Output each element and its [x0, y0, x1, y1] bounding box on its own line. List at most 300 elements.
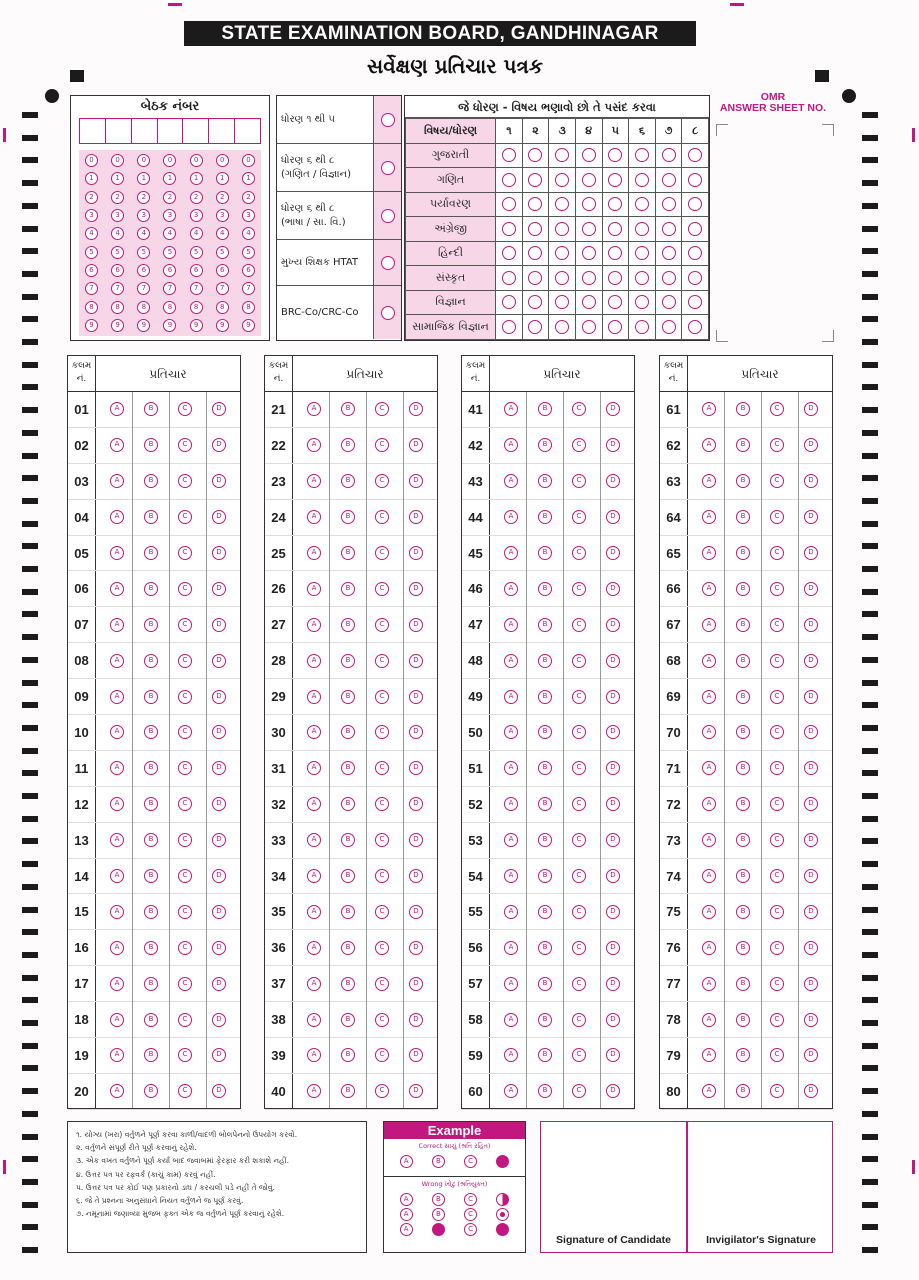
subject-standard-bubble[interactable] — [555, 148, 569, 162]
seat-digit-bubble[interactable]: 4 — [216, 227, 229, 240]
answer-bubble-b[interactable]: B — [736, 905, 750, 919]
answer-bubble-b[interactable]: B — [341, 725, 355, 739]
answer-bubble-d[interactable]: D — [606, 438, 620, 452]
answer-bubble-a[interactable]: A — [307, 510, 321, 524]
answer-bubble-d[interactable]: D — [409, 546, 423, 560]
answer-bubble-b[interactable]: B — [341, 761, 355, 775]
answer-bubble-a[interactable]: A — [110, 1013, 124, 1027]
answer-bubble-c[interactable]: C — [375, 438, 389, 452]
answer-bubble-d[interactable]: D — [804, 510, 818, 524]
answer-bubble-b[interactable]: B — [144, 833, 158, 847]
seat-digit-bubble[interactable]: 8 — [242, 301, 255, 314]
subject-standard-bubble[interactable] — [608, 173, 622, 187]
answer-bubble-b[interactable]: B — [341, 833, 355, 847]
answer-bubble-a[interactable]: A — [110, 1084, 124, 1098]
seat-digit-bubble[interactable]: 6 — [111, 264, 124, 277]
answer-bubble-a[interactable]: A — [504, 833, 518, 847]
answer-bubble-c[interactable]: C — [375, 761, 389, 775]
answer-bubble-b[interactable]: B — [538, 582, 552, 596]
answer-bubble-b[interactable]: B — [144, 977, 158, 991]
answer-bubble-a[interactable]: A — [702, 582, 716, 596]
seat-digit-bubble[interactable]: 3 — [85, 209, 98, 222]
answer-bubble-a[interactable]: A — [504, 725, 518, 739]
answer-bubble-c[interactable]: C — [178, 1048, 192, 1062]
answer-bubble-c[interactable]: C — [178, 1084, 192, 1098]
answer-bubble-a[interactable]: A — [702, 761, 716, 775]
answer-bubble-a[interactable]: A — [307, 654, 321, 668]
seat-digit-bubble[interactable]: 7 — [85, 282, 98, 295]
answer-bubble-a[interactable]: A — [110, 402, 124, 416]
answer-bubble-c[interactable]: C — [770, 510, 784, 524]
answer-bubble-c[interactable]: C — [770, 618, 784, 632]
seat-digit-bubble[interactable]: 5 — [137, 246, 150, 259]
answer-bubble-b[interactable]: B — [538, 618, 552, 632]
answer-bubble-b[interactable]: B — [341, 1048, 355, 1062]
answer-bubble-b[interactable]: B — [341, 941, 355, 955]
answer-bubble-c[interactable]: C — [572, 905, 586, 919]
answer-bubble-c[interactable]: C — [572, 977, 586, 991]
answer-bubble-a[interactable]: A — [702, 546, 716, 560]
answer-bubble-d[interactable]: D — [804, 474, 818, 488]
answer-bubble-b[interactable]: B — [538, 797, 552, 811]
answer-bubble-b[interactable]: B — [144, 761, 158, 775]
answer-bubble-c[interactable]: C — [375, 869, 389, 883]
answer-bubble-c[interactable]: C — [770, 1084, 784, 1098]
seat-digit-box[interactable] — [132, 119, 158, 143]
subject-standard-bubble[interactable] — [662, 320, 676, 334]
subject-standard-bubble[interactable] — [608, 246, 622, 260]
answer-bubble-d[interactable]: D — [409, 438, 423, 452]
answer-bubble-a[interactable]: A — [110, 438, 124, 452]
seat-digit-bubble[interactable]: 4 — [85, 227, 98, 240]
grade-option-bubble[interactable] — [381, 209, 395, 223]
answer-bubble-c[interactable]: C — [770, 869, 784, 883]
subject-standard-bubble[interactable] — [502, 173, 516, 187]
answer-bubble-b[interactable]: B — [736, 690, 750, 704]
answer-bubble-a[interactable]: A — [702, 1084, 716, 1098]
subject-standard-bubble[interactable] — [528, 271, 542, 285]
subject-standard-bubble[interactable] — [662, 197, 676, 211]
answer-bubble-b[interactable]: B — [538, 510, 552, 524]
subject-standard-bubble[interactable] — [555, 173, 569, 187]
seat-digit-bubble[interactable]: 9 — [242, 319, 255, 332]
grade-option-bubble[interactable] — [381, 256, 395, 270]
answer-bubble-c[interactable]: C — [178, 1013, 192, 1027]
answer-bubble-d[interactable]: D — [212, 474, 226, 488]
answer-bubble-a[interactable]: A — [307, 690, 321, 704]
answer-bubble-b[interactable]: B — [341, 797, 355, 811]
answer-bubble-a[interactable]: A — [504, 438, 518, 452]
answer-bubble-a[interactable]: A — [110, 654, 124, 668]
answer-bubble-d[interactable]: D — [212, 690, 226, 704]
answer-bubble-b[interactable]: B — [144, 1013, 158, 1027]
answer-bubble-d[interactable]: D — [606, 1048, 620, 1062]
answer-bubble-a[interactable]: A — [702, 654, 716, 668]
answer-bubble-a[interactable]: A — [504, 402, 518, 416]
answer-bubble-c[interactable]: C — [770, 905, 784, 919]
answer-bubble-b[interactable]: B — [144, 402, 158, 416]
answer-bubble-b[interactable]: B — [144, 582, 158, 596]
seat-digit-bubble[interactable]: 3 — [111, 209, 124, 222]
grade-option-bubble[interactable] — [381, 306, 395, 320]
answer-bubble-d[interactable]: D — [212, 941, 226, 955]
answer-bubble-c[interactable]: C — [375, 618, 389, 632]
answer-bubble-c[interactable]: C — [178, 761, 192, 775]
answer-bubble-a[interactable]: A — [110, 1048, 124, 1062]
answer-bubble-b[interactable]: B — [144, 725, 158, 739]
answer-bubble-d[interactable]: D — [606, 869, 620, 883]
answer-bubble-c[interactable]: C — [770, 977, 784, 991]
subject-standard-bubble[interactable] — [502, 246, 516, 260]
answer-bubble-b[interactable]: B — [144, 510, 158, 524]
seat-digit-bubble[interactable]: 9 — [85, 319, 98, 332]
seat-digit-bubble[interactable]: 6 — [85, 264, 98, 277]
answer-bubble-c[interactable]: C — [375, 941, 389, 955]
answer-bubble-c[interactable]: C — [770, 725, 784, 739]
answer-bubble-c[interactable]: C — [770, 582, 784, 596]
answer-bubble-a[interactable]: A — [307, 941, 321, 955]
subject-standard-bubble[interactable] — [635, 246, 649, 260]
seat-digit-bubble[interactable]: 5 — [85, 246, 98, 259]
seat-digit-bubble[interactable]: 1 — [190, 172, 203, 185]
answer-bubble-c[interactable]: C — [770, 1013, 784, 1027]
subject-standard-bubble[interactable] — [582, 197, 596, 211]
answer-bubble-c[interactable]: C — [375, 1013, 389, 1027]
answer-bubble-b[interactable]: B — [736, 654, 750, 668]
seat-digit-bubble[interactable]: 7 — [190, 282, 203, 295]
answer-bubble-d[interactable]: D — [606, 761, 620, 775]
answer-bubble-c[interactable]: C — [572, 618, 586, 632]
answer-bubble-d[interactable]: D — [804, 582, 818, 596]
answer-bubble-a[interactable]: A — [307, 618, 321, 632]
subject-standard-bubble[interactable] — [608, 222, 622, 236]
answer-bubble-b[interactable]: B — [538, 438, 552, 452]
answer-bubble-c[interactable]: C — [572, 941, 586, 955]
grade-option-row[interactable] — [277, 192, 401, 240]
answer-bubble-a[interactable]: A — [504, 797, 518, 811]
answer-bubble-d[interactable]: D — [409, 725, 423, 739]
seat-digit-bubble[interactable]: 4 — [137, 227, 150, 240]
seat-digit-bubble[interactable]: 2 — [163, 191, 176, 204]
answer-bubble-d[interactable]: D — [606, 941, 620, 955]
answer-bubble-c[interactable]: C — [572, 833, 586, 847]
answer-bubble-c[interactable]: C — [572, 510, 586, 524]
seat-digit-bubble[interactable]: 5 — [111, 246, 124, 259]
seat-digit-bubble[interactable]: 5 — [163, 246, 176, 259]
subject-standard-bubble[interactable] — [555, 246, 569, 260]
answer-bubble-b[interactable]: B — [341, 582, 355, 596]
answer-bubble-a[interactable]: A — [702, 905, 716, 919]
answer-bubble-a[interactable]: A — [110, 546, 124, 560]
subject-standard-bubble[interactable] — [502, 148, 516, 162]
answer-bubble-a[interactable]: A — [504, 582, 518, 596]
answer-bubble-b[interactable]: B — [144, 941, 158, 955]
answer-bubble-a[interactable]: A — [307, 797, 321, 811]
subject-standard-bubble[interactable] — [528, 197, 542, 211]
answer-bubble-c[interactable]: C — [178, 402, 192, 416]
answer-bubble-d[interactable]: D — [409, 941, 423, 955]
answer-bubble-d[interactable]: D — [212, 761, 226, 775]
answer-bubble-a[interactable]: A — [702, 618, 716, 632]
subject-standard-bubble[interactable] — [688, 246, 702, 260]
seat-digit-bubble[interactable]: 3 — [216, 209, 229, 222]
answer-bubble-b[interactable]: B — [538, 977, 552, 991]
answer-bubble-a[interactable]: A — [110, 833, 124, 847]
answer-bubble-a[interactable]: A — [110, 761, 124, 775]
answer-bubble-b[interactable]: B — [144, 690, 158, 704]
subject-standard-bubble[interactable] — [635, 295, 649, 309]
seat-digit-bubble[interactable]: 0 — [163, 154, 176, 167]
answer-bubble-b[interactable]: B — [538, 546, 552, 560]
answer-bubble-b[interactable]: B — [144, 546, 158, 560]
subject-standard-bubble[interactable] — [528, 320, 542, 334]
subject-standard-bubble[interactable] — [688, 295, 702, 309]
answer-bubble-d[interactable]: D — [606, 833, 620, 847]
answer-bubble-c[interactable]: C — [178, 510, 192, 524]
answer-bubble-c[interactable]: C — [375, 725, 389, 739]
answer-bubble-a[interactable]: A — [307, 546, 321, 560]
answer-bubble-b[interactable]: B — [144, 1048, 158, 1062]
answer-bubble-c[interactable]: C — [770, 833, 784, 847]
subject-standard-bubble[interactable] — [608, 271, 622, 285]
subject-standard-bubble[interactable] — [688, 197, 702, 211]
answer-bubble-c[interactable]: C — [572, 869, 586, 883]
answer-bubble-b[interactable]: B — [538, 941, 552, 955]
answer-bubble-b[interactable]: B — [736, 582, 750, 596]
answer-bubble-d[interactable]: D — [212, 618, 226, 632]
answer-bubble-c[interactable]: C — [178, 977, 192, 991]
seat-digit-bubble[interactable]: 2 — [242, 191, 255, 204]
answer-bubble-b[interactable]: B — [538, 1013, 552, 1027]
answer-bubble-c[interactable]: C — [178, 654, 192, 668]
candidate-signature-field[interactable] — [545, 1128, 682, 1230]
answer-bubble-d[interactable]: D — [804, 618, 818, 632]
subject-standard-bubble[interactable] — [555, 222, 569, 236]
subject-standard-bubble[interactable] — [555, 197, 569, 211]
answer-bubble-a[interactable]: A — [702, 869, 716, 883]
answer-bubble-d[interactable]: D — [409, 1013, 423, 1027]
answer-bubble-a[interactable]: A — [110, 797, 124, 811]
seat-digit-bubble[interactable]: 2 — [111, 191, 124, 204]
answer-bubble-d[interactable]: D — [606, 1084, 620, 1098]
answer-bubble-b[interactable]: B — [736, 977, 750, 991]
subject-standard-bubble[interactable] — [662, 295, 676, 309]
answer-bubble-c[interactable]: C — [375, 905, 389, 919]
answer-bubble-b[interactable]: B — [144, 474, 158, 488]
answer-bubble-a[interactable]: A — [702, 438, 716, 452]
answer-bubble-c[interactable]: C — [375, 582, 389, 596]
seat-digit-box[interactable] — [158, 119, 184, 143]
answer-bubble-d[interactable]: D — [212, 869, 226, 883]
answer-bubble-b[interactable]: B — [736, 546, 750, 560]
answer-bubble-d[interactable]: D — [804, 761, 818, 775]
answer-bubble-d[interactable]: D — [804, 438, 818, 452]
answer-bubble-c[interactable]: C — [178, 941, 192, 955]
answer-bubble-a[interactable]: A — [110, 941, 124, 955]
answer-bubble-b[interactable]: B — [341, 402, 355, 416]
seat-digit-bubble[interactable]: 0 — [85, 154, 98, 167]
subject-standard-bubble[interactable] — [688, 271, 702, 285]
answer-bubble-c[interactable]: C — [572, 1048, 586, 1062]
answer-bubble-b[interactable]: B — [144, 654, 158, 668]
answer-bubble-c[interactable]: C — [178, 869, 192, 883]
answer-bubble-c[interactable]: C — [770, 941, 784, 955]
answer-bubble-c[interactable]: C — [178, 582, 192, 596]
answer-bubble-a[interactable]: A — [504, 546, 518, 560]
subject-standard-bubble[interactable] — [582, 320, 596, 334]
answer-bubble-d[interactable]: D — [212, 833, 226, 847]
subject-standard-bubble[interactable] — [662, 222, 676, 236]
answer-bubble-d[interactable]: D — [804, 941, 818, 955]
seat-digit-bubble[interactable]: 0 — [137, 154, 150, 167]
answer-bubble-c[interactable]: C — [375, 1048, 389, 1062]
subject-standard-bubble[interactable] — [528, 246, 542, 260]
answer-bubble-d[interactable]: D — [804, 690, 818, 704]
subject-standard-bubble[interactable] — [528, 173, 542, 187]
answer-bubble-c[interactable]: C — [572, 474, 586, 488]
answer-bubble-d[interactable]: D — [606, 474, 620, 488]
answer-bubble-d[interactable]: D — [212, 438, 226, 452]
answer-bubble-b[interactable]: B — [341, 1084, 355, 1098]
subject-standard-bubble[interactable] — [582, 271, 596, 285]
answer-bubble-a[interactable]: A — [702, 977, 716, 991]
answer-bubble-d[interactable]: D — [212, 797, 226, 811]
answer-bubble-a[interactable]: A — [307, 1084, 321, 1098]
subject-standard-bubble[interactable] — [608, 197, 622, 211]
answer-bubble-d[interactable]: D — [409, 1084, 423, 1098]
seat-digit-box[interactable] — [209, 119, 235, 143]
seat-digit-bubble[interactable]: 5 — [190, 246, 203, 259]
answer-bubble-d[interactable]: D — [409, 618, 423, 632]
seat-digit-bubble[interactable]: 0 — [111, 154, 124, 167]
subject-standard-bubble[interactable] — [608, 148, 622, 162]
answer-bubble-c[interactable]: C — [770, 690, 784, 704]
seat-digit-bubble[interactable]: 7 — [242, 282, 255, 295]
seat-digit-bubble[interactable]: 4 — [163, 227, 176, 240]
answer-bubble-a[interactable]: A — [702, 725, 716, 739]
seat-digit-bubble[interactable]: 9 — [163, 319, 176, 332]
answer-bubble-d[interactable]: D — [409, 761, 423, 775]
answer-bubble-b[interactable]: B — [341, 438, 355, 452]
answer-bubble-d[interactable]: D — [804, 833, 818, 847]
answer-bubble-b[interactable]: B — [144, 438, 158, 452]
answer-bubble-d[interactable]: D — [804, 977, 818, 991]
answer-bubble-c[interactable]: C — [572, 690, 586, 704]
answer-bubble-d[interactable]: D — [409, 474, 423, 488]
grade-option-row[interactable] — [277, 144, 401, 192]
answer-bubble-d[interactable]: D — [606, 510, 620, 524]
subject-standard-bubble[interactable] — [635, 197, 649, 211]
answer-bubble-a[interactable]: A — [307, 905, 321, 919]
subject-standard-bubble[interactable] — [662, 271, 676, 285]
answer-bubble-a[interactable]: A — [110, 618, 124, 632]
answer-bubble-a[interactable]: A — [702, 1013, 716, 1027]
seat-digit-bubble[interactable]: 6 — [137, 264, 150, 277]
seat-digit-bubble[interactable]: 9 — [190, 319, 203, 332]
answer-bubble-d[interactable]: D — [804, 797, 818, 811]
answer-bubble-c[interactable]: C — [375, 654, 389, 668]
answer-bubble-a[interactable]: A — [702, 1048, 716, 1062]
answer-bubble-c[interactable]: C — [572, 546, 586, 560]
seat-digit-bubble[interactable]: 2 — [85, 191, 98, 204]
subject-standard-bubble[interactable] — [528, 295, 542, 309]
answer-bubble-d[interactable]: D — [409, 905, 423, 919]
answer-bubble-c[interactable]: C — [770, 761, 784, 775]
answer-bubble-d[interactable]: D — [212, 1084, 226, 1098]
subject-standard-bubble[interactable] — [555, 295, 569, 309]
answer-bubble-a[interactable]: A — [504, 761, 518, 775]
subject-standard-bubble[interactable] — [582, 222, 596, 236]
answer-bubble-b[interactable]: B — [144, 1084, 158, 1098]
answer-bubble-b[interactable]: B — [538, 690, 552, 704]
answer-bubble-b[interactable]: B — [736, 941, 750, 955]
answer-bubble-b[interactable]: B — [538, 654, 552, 668]
answer-bubble-a[interactable]: A — [307, 869, 321, 883]
subject-standard-bubble[interactable] — [688, 320, 702, 334]
answer-bubble-c[interactable]: C — [178, 618, 192, 632]
subject-standard-bubble[interactable] — [582, 246, 596, 260]
seat-digit-bubble[interactable]: 8 — [190, 301, 203, 314]
subject-standard-bubble[interactable] — [555, 271, 569, 285]
answer-bubble-d[interactable]: D — [606, 654, 620, 668]
grade-option-row[interactable] — [277, 96, 401, 144]
answer-bubble-c[interactable]: C — [770, 1048, 784, 1062]
seat-digit-bubble[interactable]: 9 — [137, 319, 150, 332]
answer-bubble-b[interactable]: B — [538, 1084, 552, 1098]
seat-digit-bubble[interactable]: 6 — [216, 264, 229, 277]
answer-bubble-d[interactable]: D — [212, 654, 226, 668]
subject-standard-bubble[interactable] — [582, 295, 596, 309]
seat-digit-bubble[interactable]: 9 — [216, 319, 229, 332]
answer-bubble-a[interactable]: A — [702, 833, 716, 847]
answer-bubble-a[interactable]: A — [702, 474, 716, 488]
answer-bubble-c[interactable]: C — [178, 690, 192, 704]
subject-standard-bubble[interactable] — [635, 222, 649, 236]
answer-bubble-a[interactable]: A — [110, 690, 124, 704]
answer-bubble-c[interactable]: C — [572, 402, 586, 416]
answer-bubble-a[interactable]: A — [504, 654, 518, 668]
answer-bubble-c[interactable]: C — [178, 833, 192, 847]
answer-bubble-b[interactable]: B — [736, 1013, 750, 1027]
answer-bubble-b[interactable]: B — [538, 725, 552, 739]
answer-bubble-c[interactable]: C — [375, 797, 389, 811]
seat-digit-bubble[interactable]: 1 — [242, 172, 255, 185]
answer-bubble-d[interactable]: D — [804, 1048, 818, 1062]
seat-digit-bubble[interactable]: 4 — [190, 227, 203, 240]
seat-digit-bubble[interactable]: 9 — [111, 319, 124, 332]
answer-bubble-c[interactable]: C — [178, 474, 192, 488]
answer-bubble-b[interactable]: B — [538, 1048, 552, 1062]
seat-digit-bubble[interactable]: 1 — [137, 172, 150, 185]
answer-bubble-a[interactable]: A — [307, 725, 321, 739]
answer-bubble-c[interactable]: C — [572, 1084, 586, 1098]
subject-standard-bubble[interactable] — [688, 222, 702, 236]
seat-digit-bubble[interactable]: 5 — [242, 246, 255, 259]
answer-bubble-b[interactable]: B — [341, 510, 355, 524]
answer-bubble-d[interactable]: D — [804, 905, 818, 919]
answer-bubble-c[interactable]: C — [178, 797, 192, 811]
answer-bubble-b[interactable]: B — [144, 869, 158, 883]
answer-bubble-d[interactable]: D — [212, 1013, 226, 1027]
answer-bubble-b[interactable]: B — [736, 402, 750, 416]
answer-bubble-d[interactable]: D — [606, 546, 620, 560]
answer-bubble-c[interactable]: C — [572, 725, 586, 739]
answer-bubble-b[interactable]: B — [341, 1013, 355, 1027]
answer-bubble-c[interactable]: C — [375, 510, 389, 524]
answer-bubble-a[interactable]: A — [702, 402, 716, 416]
answer-bubble-d[interactable]: D — [409, 654, 423, 668]
answer-bubble-a[interactable]: A — [110, 905, 124, 919]
